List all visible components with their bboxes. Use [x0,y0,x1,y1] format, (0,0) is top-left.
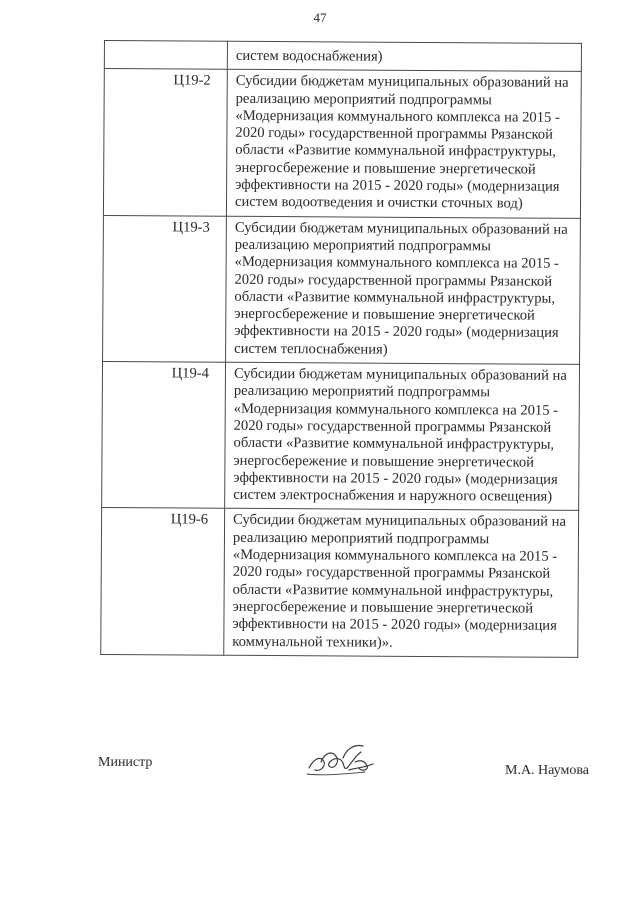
table-row [103,215,581,364]
page-number: 47 [313,10,327,25]
description-cell: систем водоснабжения) [227,41,581,71]
handwritten-signature [303,738,383,782]
signature-block [0,738,640,798]
subsidy-codes-table [100,40,582,658]
code-cell [104,41,227,70]
table-row [102,362,580,511]
description-cell: Субсидии бюджетам муниципальных образований на реализацию мероприятий подпрограммы «Модернизация коммунального комплекса на 2015 - 2020 годы» государственной программы Рязанской области «Развитие коммунальной инфраструктуры, энергосбережение и повышение энергетической эффективности на 2015 - 2020 годы» (модернизация систем водоотведения и очистки сточных вод) [226,70,581,219]
description-cell: Субсидии бюджетам муниципальных образований на реализацию мероприятий подпрограммы «Модернизация коммунального комплекса на 2015 - 2020 годы» государственной программы Рязанской области «Развитие коммунальной инфраструктуры, энергосбережение и повышение энергетической эффективности на 2015 - 2020 годы» (модернизация систем теплоснабжения) [226,216,581,365]
code-cell: Ц19-4 [102,362,226,509]
table-row [103,69,581,218]
code-cell: Ц19-2 [103,69,227,216]
table-row [104,41,581,72]
minister-title: Министр [98,755,153,770]
description-cell: Субсидии бюджетам муниципальных образований на реализацию мероприятий подпрограммы «Модернизация коммунального комплекса на 2015 - 2020 годы» государственной программы Рязанской области «Развитие коммунальной инфраструктуры, энергосбережение и повышение энергетической эффективности на 2015 - 2020 годы» (модернизация коммунальной техники)». [224,509,579,658]
table-row [101,508,579,657]
code-cell: Ц19-6 [101,508,225,655]
code-cell: Ц19-3 [103,215,227,362]
minister-name: М.А. Наумова [505,763,589,778]
description-cell: Субсидии бюджетам муниципальных образований на реализацию мероприятий подпрограммы «Модернизация коммунального комплекса на 2015 - 2020 годы» государственной программы Рязанской области «Развитие коммунальной инфраструктуры, энергосбережение и повышение энергетической эффективности на 2015 - 2020 годы» (модернизация систем электроснабжения и наружного освещения) [225,362,580,511]
